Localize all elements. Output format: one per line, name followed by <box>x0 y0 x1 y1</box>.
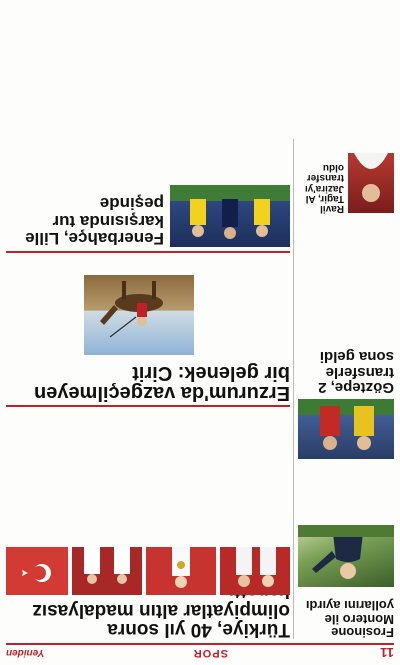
tagir-body <box>298 7 394 149</box>
goztepe-headline: Göztepe, 2 transferle sona geldi <box>318 348 394 396</box>
olympics-body-b <box>6 411 146 543</box>
page-number: 11 <box>380 645 394 661</box>
olympics-photo-2 <box>146 547 216 595</box>
fenerbahce-body-b <box>102 7 194 157</box>
olympics-photo-3 <box>72 547 142 595</box>
horse-rider-photo-icon <box>84 275 194 355</box>
fenerbahce-lead <box>6 161 290 181</box>
frosinone-photo <box>298 525 394 587</box>
section-rule-2 <box>6 252 290 254</box>
erzurum-headline: Erzurum'da vazgeçilmeyen bir gelenek: Cirit <box>34 361 290 404</box>
olympics-photo-1 <box>220 547 290 595</box>
flag-photo-icon <box>6 547 68 595</box>
athletes-photo-icon <box>220 547 290 595</box>
medal-photo-icon <box>146 547 216 595</box>
fenerbahce-body-a <box>198 7 290 157</box>
olympics-body-a <box>152 411 290 543</box>
olympics-photo-4 <box>6 547 68 595</box>
erzurum-body-c <box>6 257 194 271</box>
page-info <box>376 646 394 661</box>
tagir-headline: Ravil Tagir, Al Jazira'yı transfer oldu <box>304 162 344 214</box>
goztepe-body <box>298 219 394 339</box>
masthead <box>6 643 394 661</box>
player-portrait-icon <box>348 153 394 213</box>
team-photo-icon <box>170 185 290 247</box>
players-photo-icon <box>298 399 394 459</box>
erzurum-body-b <box>6 275 80 355</box>
fenerbahce-photo <box>170 185 290 247</box>
erzurum-body-a <box>200 275 290 355</box>
fenerbahce-body-c <box>6 7 98 157</box>
frosinone-headline: Frosinone Montero ile yollarını ayırdı <box>305 598 394 640</box>
olympics-headline: Türkiye, 40 yıl sonra olimpiyatlar altın madalyasız <box>32 599 290 640</box>
podium-photo-icon <box>72 547 142 595</box>
section-title: SPOR <box>192 647 228 659</box>
goztepe-photo <box>298 399 394 459</box>
fenerbahce-headline: Fenerbahçe, Lille karşısında tur peşinde <box>25 194 164 248</box>
erzurum-photo <box>84 275 194 355</box>
section-rule <box>6 406 290 408</box>
frosinone-body <box>298 465 394 521</box>
coach-photo-icon <box>298 525 394 587</box>
tagir-photo <box>348 153 394 213</box>
newspaper-logo: Yeniden <box>6 647 45 659</box>
column-divider <box>293 139 294 639</box>
